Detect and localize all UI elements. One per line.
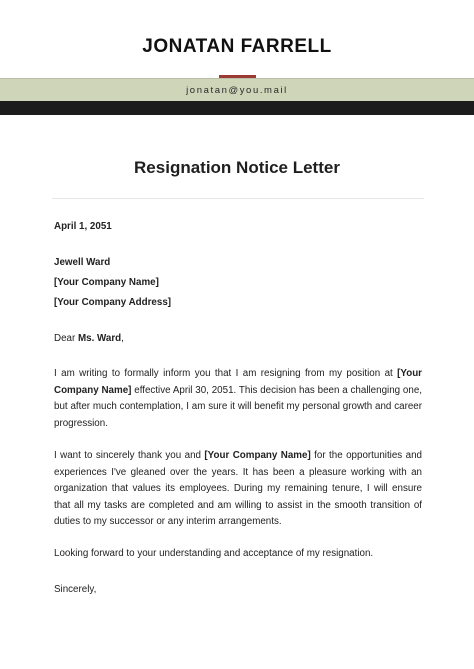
paragraph-2-text-a: I want to sincerely thank you and bbox=[54, 450, 205, 461]
recipient-address: [Your Company Address] bbox=[54, 297, 172, 308]
greeting bbox=[54, 331, 422, 348]
recipient-name: Jewell Ward bbox=[54, 257, 111, 268]
title-divider bbox=[52, 198, 424, 199]
paragraph-1-text-b: effective April 30, 2051. This decision has been a challenging one, but after much contemplation, I am sure it will benefit my personal growth and career progression. bbox=[54, 384, 422, 429]
paragraph-3: Looking forward to your understanding and acceptance of my resignation. bbox=[54, 548, 374, 559]
letter-date: April 1, 2051 bbox=[54, 221, 112, 232]
contact-band bbox=[0, 78, 474, 102]
paragraph-1-company: [Your Company Name] bbox=[54, 368, 422, 396]
paragraph-1 bbox=[54, 366, 422, 432]
paragraph-2 bbox=[54, 448, 422, 531]
paragraph-2-text-b: for the opportunities and experiences I've gleaned over the years. It has been a pleasure working with an organization that values its employees. During my remaining tenure, I will ensure that all my tasks are completed and am willing to assist in the smooth transition of duties to my successor or any interim arrangements. bbox=[54, 450, 422, 527]
greeting-name: Ms. Ward bbox=[77, 333, 122, 344]
email-address: jonatan@you.mail bbox=[186, 85, 288, 96]
paragraph-1-text-a: I am writing to formally inform you that I am resigning from my position at bbox=[54, 368, 398, 379]
paragraph-2-company: [Your Company Name] bbox=[204, 450, 311, 461]
greeting-prefix: Dear bbox=[54, 333, 78, 344]
closing: Sincerely, bbox=[54, 584, 97, 595]
recipient-company: [Your Company Name] bbox=[54, 277, 159, 288]
greeting-suffix: , bbox=[121, 333, 124, 344]
document-title: Resignation Notice Letter bbox=[134, 158, 340, 177]
header-name: JONATAN FARRELL bbox=[142, 36, 332, 57]
header-dark-bar bbox=[0, 101, 474, 115]
